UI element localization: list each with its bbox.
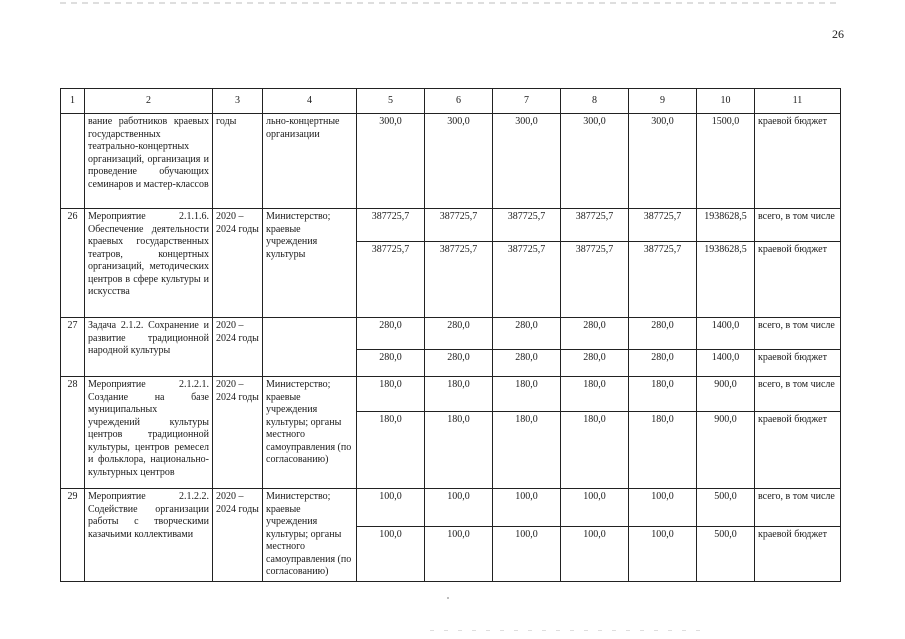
year-value-cell: 180,0 — [629, 377, 697, 412]
executor-cell: Министерство; краевые учреждения культуры; органы местного самоуправления (по согласованию) — [263, 489, 357, 582]
scan-artifact-bottom — [430, 630, 710, 631]
table-row — [61, 318, 841, 350]
year-value-cell: 100,0 — [493, 489, 561, 527]
activity-name: Мероприятие 2.1.2.1. Создание на базе муниципальных учреждений культуры центров традиционной культуры, центров ремесел и фольклора, национально-культурных центров — [85, 377, 213, 489]
year-value-cell: 100,0 — [561, 489, 629, 527]
row-number — [61, 114, 85, 209]
year-value-cell: 100,0 — [629, 489, 697, 527]
year-value-cell: 280,0 — [425, 318, 493, 350]
year-value-cell: 180,0 — [561, 377, 629, 412]
funding-source-cell: всего, в том числе — [755, 377, 841, 412]
year-value-cell: 180,0 — [493, 412, 561, 489]
total-value-cell: 900,0 — [697, 377, 755, 412]
year-value-cell: 280,0 — [561, 318, 629, 350]
executor-cell — [263, 318, 357, 377]
executor-cell: льно-концертные организации — [263, 114, 357, 209]
total-value-cell: 1938628,5 — [697, 209, 755, 242]
year-value-cell: 300,0 — [561, 114, 629, 209]
budget-table — [60, 88, 841, 582]
year-value-cell: 280,0 — [357, 350, 425, 377]
activity-name: Мероприятие 2.1.2.2. Содействие организации работы с творческими казачьими коллективами — [85, 489, 213, 582]
year-value-cell: 100,0 — [493, 526, 561, 581]
year-value-cell: 280,0 — [561, 350, 629, 377]
scan-speck — [447, 597, 449, 599]
header-cell: 3 — [213, 89, 263, 114]
row-number: 29 — [61, 489, 85, 582]
total-value-cell: 1400,0 — [697, 350, 755, 377]
year-value-cell: 100,0 — [425, 526, 493, 581]
executor-cell: Министерство; краевые учреждения культуры — [263, 209, 357, 318]
total-value-cell: 1500,0 — [697, 114, 755, 209]
table-row — [61, 489, 841, 527]
year-value-cell: 100,0 — [629, 526, 697, 581]
funding-source-cell: всего, в том числе — [755, 489, 841, 527]
year-value-cell: 280,0 — [629, 350, 697, 377]
total-value-cell: 1938628,5 — [697, 242, 755, 318]
scan-artifact-top — [60, 2, 840, 4]
row-number: 28 — [61, 377, 85, 489]
year-value-cell: 387725,7 — [425, 209, 493, 242]
total-value-cell: 500,0 — [697, 526, 755, 581]
funding-source-cell: краевой бюджет — [755, 412, 841, 489]
header-cell: 7 — [493, 89, 561, 114]
year-value-cell: 300,0 — [629, 114, 697, 209]
total-value-cell: 900,0 — [697, 412, 755, 489]
funding-source-cell: краевой бюджет — [755, 242, 841, 318]
year-value-cell: 280,0 — [493, 350, 561, 377]
header-cell: 1 — [61, 89, 85, 114]
year-value-cell: 387725,7 — [629, 209, 697, 242]
year-value-cell: 300,0 — [425, 114, 493, 209]
year-value-cell: 387725,7 — [629, 242, 697, 318]
year-value-cell: 180,0 — [561, 412, 629, 489]
year-value-cell: 387725,7 — [493, 209, 561, 242]
header-row — [61, 89, 841, 114]
year-value-cell: 280,0 — [425, 350, 493, 377]
year-value-cell: 387725,7 — [425, 242, 493, 318]
header-cell: 6 — [425, 89, 493, 114]
year-value-cell: 280,0 — [493, 318, 561, 350]
year-value-cell: 100,0 — [357, 526, 425, 581]
year-value-cell: 387725,7 — [357, 209, 425, 242]
period-cell: 2020 – 2024 годы — [213, 377, 263, 489]
total-value-cell: 500,0 — [697, 489, 755, 527]
funding-source-cell: краевой бюджет — [755, 114, 841, 209]
year-value-cell: 180,0 — [629, 412, 697, 489]
table-row — [61, 209, 841, 242]
year-value-cell: 100,0 — [357, 489, 425, 527]
year-value-cell: 100,0 — [425, 489, 493, 527]
funding-source-cell: краевой бюджет — [755, 526, 841, 581]
year-value-cell: 180,0 — [357, 412, 425, 489]
table-row — [61, 377, 841, 412]
activity-name: Задача 2.1.2. Сохранение и развитие традиционной народной культуры — [85, 318, 213, 377]
year-value-cell: 387725,7 — [561, 209, 629, 242]
period-cell: 2020 – 2024 годы — [213, 489, 263, 582]
table-row — [61, 114, 841, 209]
year-value-cell: 387725,7 — [493, 242, 561, 318]
period-cell: 2020 – 2024 годы — [213, 318, 263, 377]
year-value-cell: 180,0 — [425, 412, 493, 489]
year-value-cell: 180,0 — [493, 377, 561, 412]
total-value-cell: 1400,0 — [697, 318, 755, 350]
year-value-cell: 387725,7 — [357, 242, 425, 318]
header-cell: 5 — [357, 89, 425, 114]
year-value-cell: 280,0 — [629, 318, 697, 350]
year-value-cell: 300,0 — [493, 114, 561, 209]
funding-source-cell: краевой бюджет — [755, 350, 841, 377]
period-cell: 2020 – 2024 годы — [213, 209, 263, 318]
header-cell: 11 — [755, 89, 841, 114]
header-cell: 9 — [629, 89, 697, 114]
year-value-cell: 387725,7 — [561, 242, 629, 318]
year-value-cell: 100,0 — [561, 526, 629, 581]
funding-source-cell: всего, в том числе — [755, 318, 841, 350]
activity-name: вание работников краевых государственных театрально-концертных организаций, организация и проведение обучающих семинаров и мастер-классов — [85, 114, 213, 209]
year-value-cell: 180,0 — [425, 377, 493, 412]
row-number: 27 — [61, 318, 85, 377]
executor-cell: Министерство; краевые учреждения культуры; органы местного самоуправления (по согласованию) — [263, 377, 357, 489]
period-cell: годы — [213, 114, 263, 209]
activity-name: Мероприятие 2.1.1.6. Обеспечение деятельности краевых государственных театров, концертных организаций, методических центров в сфере культуры и искусства — [85, 209, 213, 318]
year-value-cell: 300,0 — [357, 114, 425, 209]
header-cell: 2 — [85, 89, 213, 114]
year-value-cell: 180,0 — [357, 377, 425, 412]
header-cell: 10 — [697, 89, 755, 114]
page-number: 26 — [832, 27, 844, 41]
row-number: 26 — [61, 209, 85, 318]
header-cell: 8 — [561, 89, 629, 114]
table-body — [61, 89, 841, 582]
funding-source-cell: всего, в том числе — [755, 209, 841, 242]
header-cell: 4 — [263, 89, 357, 114]
year-value-cell: 280,0 — [357, 318, 425, 350]
